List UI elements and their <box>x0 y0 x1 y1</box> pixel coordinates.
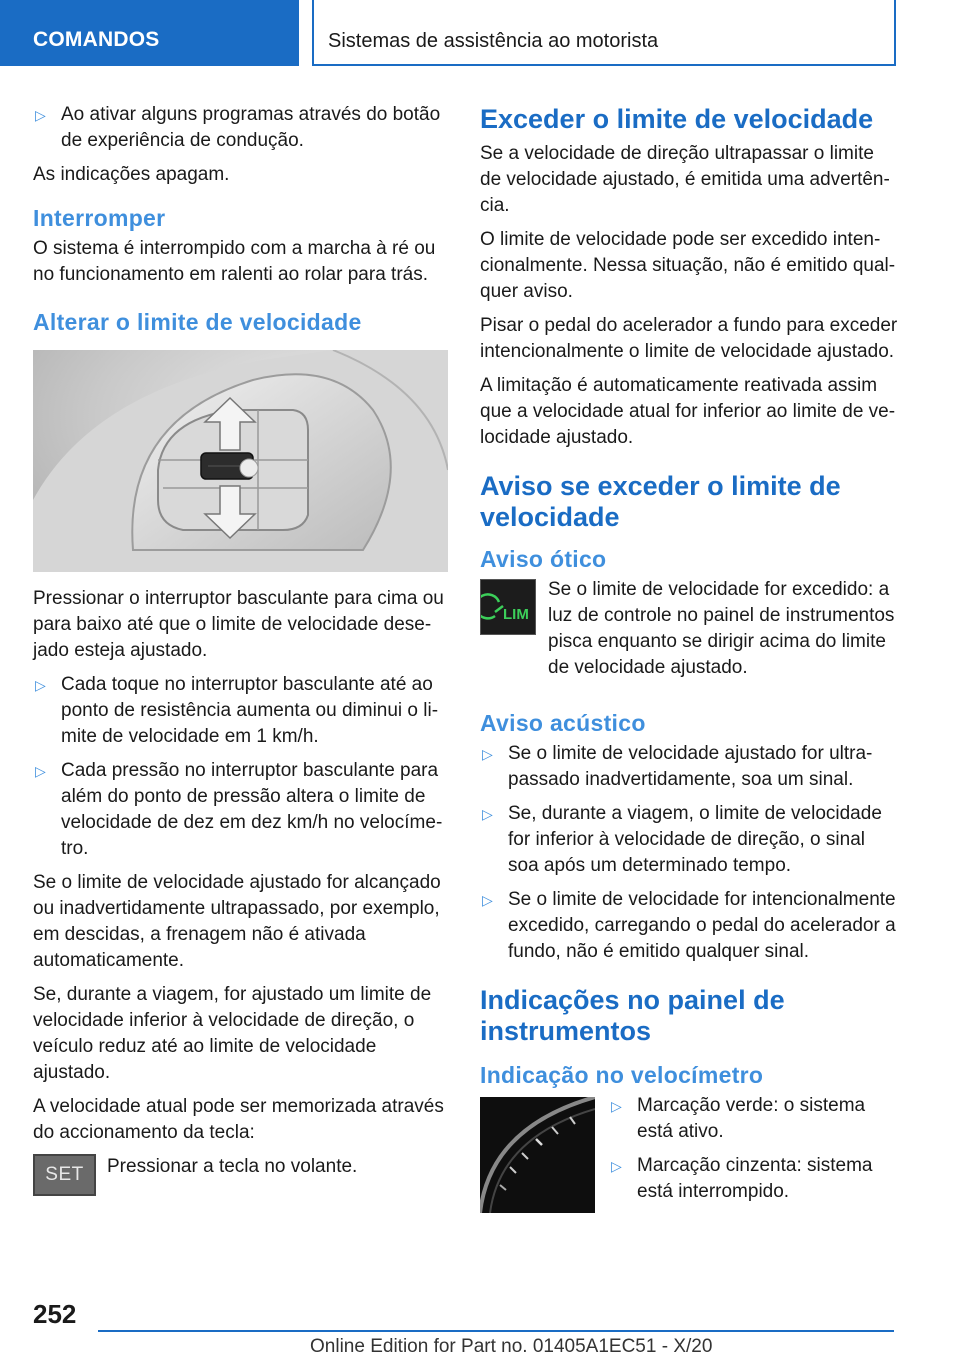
speedometer-row <box>480 1097 898 1221</box>
bullet-list-alterar <box>33 672 448 862</box>
steering-wheel-switch-photo <box>33 350 448 572</box>
heading-interromper: Interromper <box>33 205 166 231</box>
section-title: COMANDOS <box>33 28 160 51</box>
bullet-list-top <box>33 102 448 154</box>
steering-wheel-rocker-icon <box>33 350 448 572</box>
triangle-bullet-icon: ▷ <box>611 1098 622 1114</box>
triangle-bullet-icon: ▷ <box>482 746 493 762</box>
footer-divider <box>98 1330 894 1332</box>
bullet-list-acustico <box>480 741 898 965</box>
paragraph: Pressionar a tecla no volante. <box>107 1156 358 1177</box>
paragraph: O sistema é interrompido com a marcha à ré ou no funcionamento em ralenti ao rolar para trás. <box>33 238 436 285</box>
triangle-bullet-icon: ▷ <box>35 763 46 779</box>
heading-aviso: Aviso se exceder o limite de velocidade <box>480 471 841 532</box>
list-item: ▷ Ao ativar alguns programas através do botão de experiência de condução. <box>35 104 441 151</box>
speedometer-marking-image <box>480 1097 595 1213</box>
heading-indicacoes: Indicações no painel de instrumentos <box>480 985 785 1046</box>
paragraph: Pisar o pedal do acelerador a fundo para exceder intencionalmente o limite de velocidade ajustado. <box>480 315 898 362</box>
heading-aviso-otico: Aviso ótico <box>480 546 607 572</box>
paragraph: Se a velocidade de direção ultrapassar o limite de velocidade ajustado, é emitida uma advertência. <box>480 143 890 216</box>
paragraph: O limite de velocidade pode ser excedido intencionalmente. Nessa situação, não é emitido qualquer aviso. <box>480 229 896 302</box>
triangle-bullet-icon: ▷ <box>482 892 493 908</box>
chapter-tab <box>312 0 896 66</box>
triangle-bullet-icon: ▷ <box>35 107 46 123</box>
paragraph: As indicações apagam. <box>33 164 230 185</box>
triangle-bullet-icon: ▷ <box>611 1158 622 1174</box>
set-button-icon: SET <box>33 1154 96 1196</box>
heading-exceder: Exceder o limite de velocidade <box>480 104 874 134</box>
list-item: ▷ Cada toque no interruptor basculante até ao ponto de resistência aumenta ou diminui o limite de velocidade em 1 km/h. <box>35 674 439 747</box>
chapter-title: Sistemas de assistência ao motorista <box>328 30 659 52</box>
paragraph: Se, durante a viagem, for ajustado um limite de velocidade inferior à velocidade de direção, o veículo reduz até ao limite de velocidade ajustado. <box>33 984 432 1083</box>
speed-limit-warning-icon: LIM <box>480 579 536 635</box>
paragraph: Se o limite de velocidade ajustado for alcançado ou inadvertidamente ultrapassado, por exemplo, em descidas, a frenagem não é ativada automaticamente. <box>33 872 441 971</box>
list-item: ▷ Marcação cinzenta: sistema está interrompido. <box>611 1155 873 1202</box>
list-item: ▷ Se o limite de velocidade for intencionalmente excedido, carregando o pedal do acelerador a fundo, não é emitido qualquer sinal. <box>482 889 896 962</box>
bullet-list-velocimetro <box>609 1093 898 1213</box>
page-number: 252 <box>33 1299 77 1329</box>
right-column <box>480 102 898 1221</box>
paragraph: A velocidade atual pode ser memorizada através do accionamento da tecla: <box>33 1096 444 1143</box>
paragraph: Pressionar o interruptor basculante para cima ou para baixo até que o limite de velocidade desejado esteja ajustado. <box>33 588 444 661</box>
paragraph: Se o limite de velocidade for excedido: a luz de controle no painel de instrumentos pisca enquanto se dirigir acima do limite de velocidade ajustado. <box>548 579 895 678</box>
triangle-bullet-icon: ▷ <box>482 806 493 822</box>
left-column <box>33 102 448 1196</box>
list-item: ▷ Se o limite de velocidade ajustado for ultrapassado inadvertidamente, soa um sinal. <box>482 743 873 790</box>
heading-aviso-acustico: Aviso acústico <box>480 710 646 736</box>
list-item: ▷ Se, durante a viagem, o limite de velocidade for inferior à velocidade de direção, o sinal soa após um determinado tempo. <box>482 803 882 876</box>
heading-alterar: Alterar o limite de velocidade <box>33 309 362 335</box>
list-item: ▷ Marcação verde: o sistema está ativo. <box>611 1095 866 1142</box>
footer-edition: Online Edition for Part no. 01405A1EC51 - X/20 <box>310 1336 713 1357</box>
paragraph: A limitação é automaticamente reativada assim que a velocidade atual for inferior ao limite de velocidade ajustado. <box>480 375 896 448</box>
list-item: ▷ Cada pressão no interruptor basculante para além do ponto de pressão altera o limite de velocidade de dez em dez km/h no velocímetro. <box>35 760 443 859</box>
section-tab <box>0 0 299 66</box>
lim-indicator-row <box>480 577 898 689</box>
set-button-row <box>33 1154 448 1196</box>
heading-velocimetro: Indicação no velocímetro <box>480 1062 764 1088</box>
triangle-bullet-icon: ▷ <box>35 677 46 693</box>
